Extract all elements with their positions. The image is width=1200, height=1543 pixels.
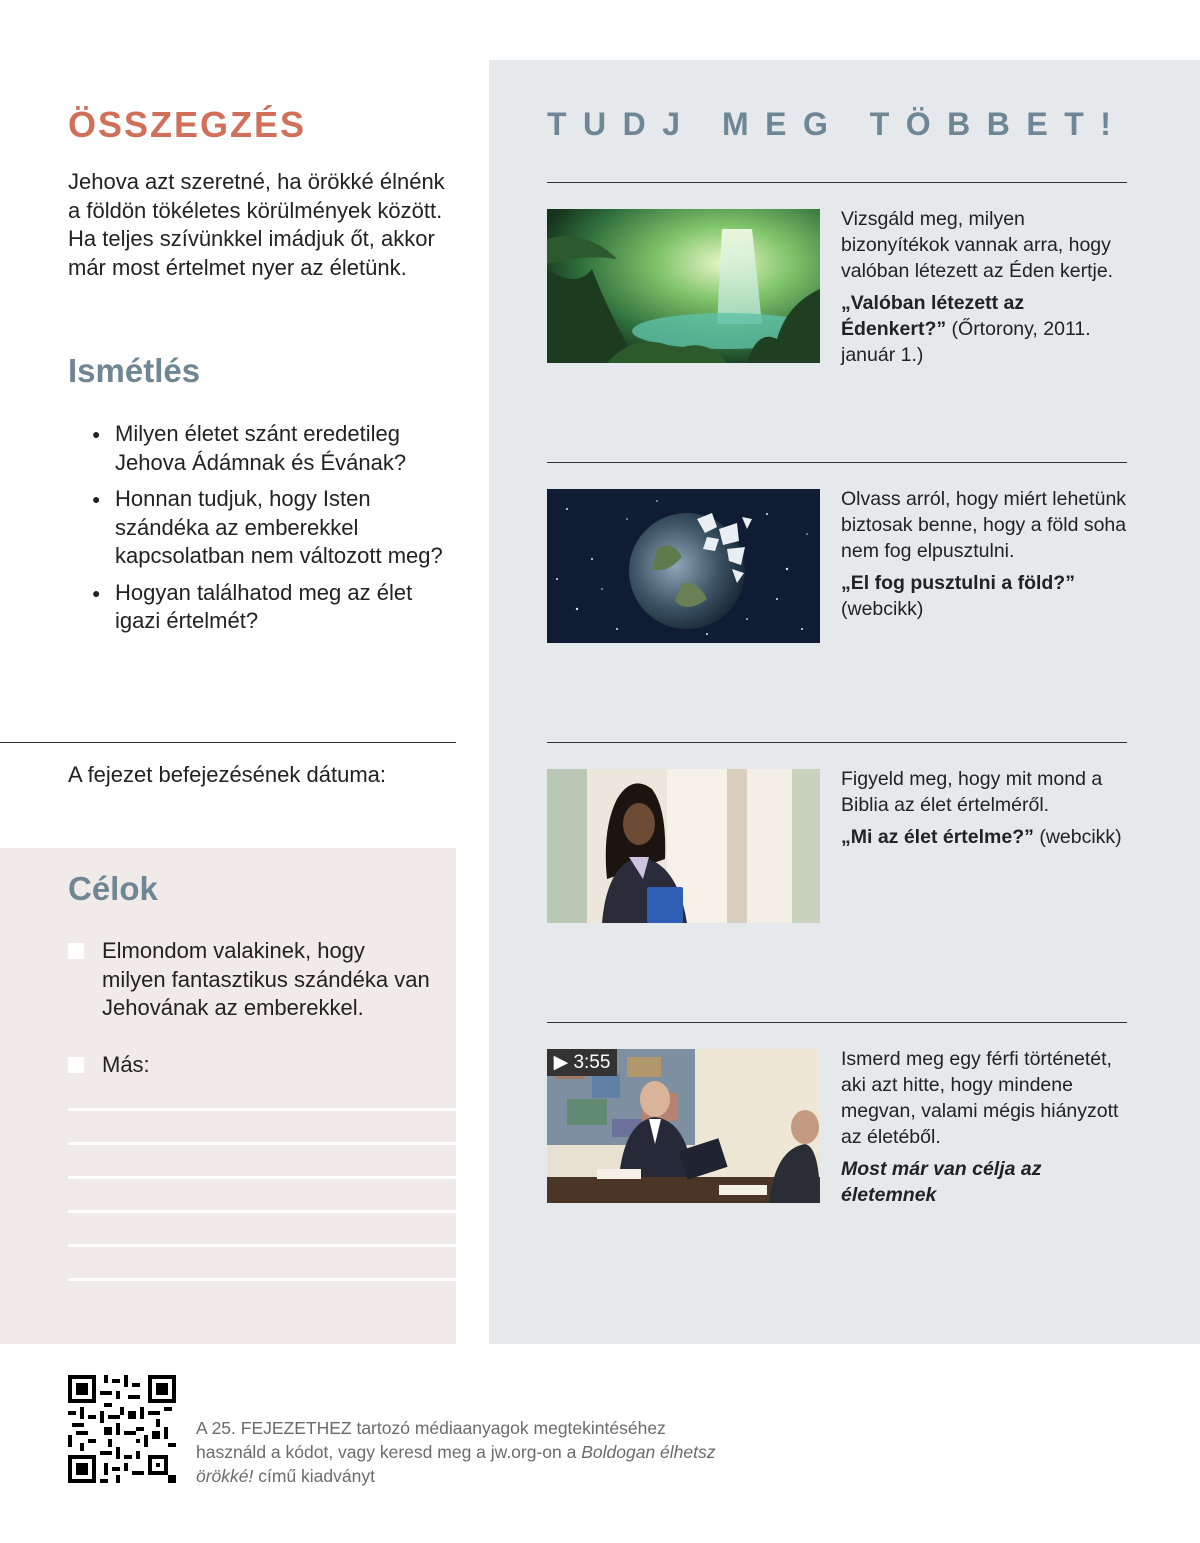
- shattered-earth-image[interactable]: [547, 489, 820, 643]
- item-title-link[interactable]: Most már van célja az életemnek: [841, 1158, 1042, 1206]
- goals-title: Célok: [68, 870, 158, 907]
- divider: [547, 742, 1127, 743]
- item-description: Vizsgáld meg, milyen bizonyítékok vannak arra, hogy valóban létezett az Éden kertje.: [841, 208, 1114, 282]
- write-in-line[interactable]: [68, 1278, 456, 1281]
- item-title-link[interactable]: „Valóban létezett az Édenkert?”: [841, 292, 1025, 340]
- waterfall-garden-icon: [547, 209, 820, 363]
- summary-text: Jehova azt szeretné, ha örökké élnénk a földön tökéletes körülmények között. Ha teljes szívünkkel imádjuk őt, akkor már most értelmet nyer az életünk.: [68, 169, 445, 280]
- item-reference[interactable]: [841, 570, 1131, 622]
- write-in-line[interactable]: [68, 1244, 456, 1247]
- waterfall-garden-image[interactable]: [547, 209, 820, 363]
- learn-more-item-text: [841, 206, 1131, 368]
- footer-text-end: című kiadványt: [253, 1466, 375, 1486]
- write-in-line[interactable]: [68, 1108, 456, 1111]
- review-question: ● Hogyan találhatod meg az élet igazi értelmét?: [92, 579, 452, 636]
- item-description: Olvass arról, hogy miért lehetünk biztosak benne, hogy a föld soha nem fog elpusztulni.: [841, 488, 1127, 562]
- footer-publication-title: Boldogan élhetsz örökké!: [196, 1442, 716, 1486]
- write-in-line[interactable]: [68, 1176, 456, 1179]
- item-description: Figyeld meg, hogy mit mond a Biblia az élet értelméről.: [841, 768, 1103, 816]
- divider: [547, 182, 1127, 183]
- goals-panel: [0, 848, 456, 1344]
- divider: [547, 1022, 1127, 1023]
- review-question: ● Milyen életet szánt eredetileg Jehova Ádámnak és Évának?: [92, 420, 452, 477]
- write-in-line[interactable]: [68, 1142, 456, 1145]
- review-question: ● Honnan tudjuk, hogy Isten szándéka az emberekkel kapcsolatban nem változott meg?: [92, 485, 452, 571]
- item-reference[interactable]: [841, 290, 1131, 368]
- goal-label: Más:: [102, 1052, 150, 1077]
- shattered-earth-icon: [547, 489, 820, 643]
- footer-text-start: A 25. FEJEZETHEZ tartozó médiaanyagok megtekintéséhez használd a kódot, vagy keresd meg a jw.org-on a: [196, 1418, 666, 1462]
- item-description: Ismerd meg egy férfi történetét, aki azt hitte, hogy mindene megvan, valami mégis hiányzott az életéből.: [841, 1048, 1119, 1148]
- learn-more-item-text: [841, 1046, 1131, 1208]
- learn-more-item-text: [841, 486, 1131, 622]
- write-in-line[interactable]: [68, 1210, 456, 1213]
- summary-title: ÖSSZEGZÉS: [68, 104, 307, 145]
- completion-date-label: A fejezet befejezésének dátuma:: [68, 762, 386, 787]
- video-duration-badge[interactable]: ▶ 3:55: [547, 1049, 617, 1076]
- item-reference[interactable]: [841, 1156, 1131, 1208]
- qr-code-graphic: [68, 1375, 176, 1483]
- divider: [547, 462, 1127, 463]
- goal-checkbox[interactable]: [68, 1057, 84, 1073]
- item-source: (webcikk): [841, 598, 924, 620]
- goal-checkbox[interactable]: [68, 943, 84, 959]
- review-question-list: [92, 420, 452, 644]
- learn-more-title: TUDJ MEG TÖBBET!: [547, 106, 1128, 142]
- learn-more-item-text: [841, 766, 1131, 850]
- item-reference[interactable]: [841, 824, 1131, 850]
- divider: [0, 742, 456, 743]
- item-source: (webcikk): [1039, 826, 1122, 848]
- review-title: Ismétlés: [68, 352, 201, 389]
- item-title-link[interactable]: „Mi az élet értelme?”: [841, 826, 1034, 848]
- item-title-link[interactable]: „El fog pusztulni a föld?”: [841, 572, 1075, 594]
- student-woman-image[interactable]: [547, 769, 820, 923]
- item-source: (Őrtorony, 2011. január 1.): [841, 318, 1091, 366]
- qr-code-icon[interactable]: [68, 1375, 176, 1483]
- goal-label: Elmondom valakinek, hogy milyen fantasztikus szándéka van Jehovának az emberekkel.: [102, 938, 430, 1020]
- student-woman-icon: [547, 769, 820, 923]
- footer-text: [196, 1416, 716, 1488]
